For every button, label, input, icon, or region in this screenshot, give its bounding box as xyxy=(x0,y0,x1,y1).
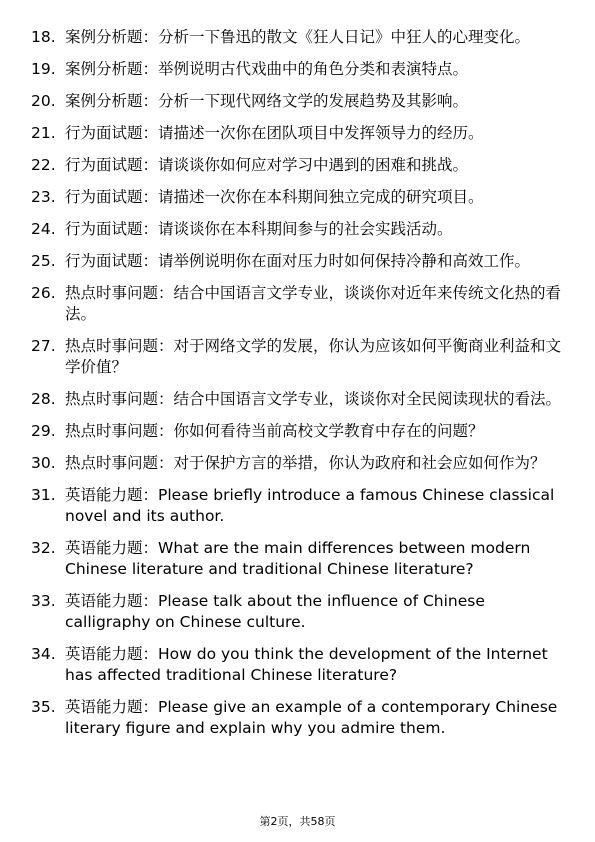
question-item xyxy=(31,421,561,442)
question-item xyxy=(31,283,561,325)
question-item xyxy=(31,187,561,208)
question-list xyxy=(31,27,561,750)
question-text: 案例分析题：举例说明古代戏曲中的角色分类和表演特点。 xyxy=(65,60,469,78)
question-text: 热点时事问题：对于网络文学的发展，你认为应该如何平衡商业利益和文学价值？ xyxy=(65,337,562,376)
question-text: 英语能力题：Please briefly introduce a famous Chinese classical novel and its author. xyxy=(65,486,555,525)
question-item xyxy=(31,485,561,527)
question-text: 案例分析题：分析一下鲁迅的散文《狂人日记》中狂人的心理变化。 xyxy=(65,28,531,46)
question-item xyxy=(31,251,561,272)
question-text: 热点时事问题：你如何看待当前高校文学教育中存在的问题？ xyxy=(65,422,484,440)
question-item xyxy=(31,219,561,240)
question-number: 25. xyxy=(31,252,56,270)
question-number: 27. xyxy=(31,337,56,355)
question-text: 行为面试题：请谈谈你如何应对学习中遇到的困难和挑战。 xyxy=(65,156,469,174)
question-number: 32. xyxy=(31,539,56,557)
question-number: 26. xyxy=(31,284,56,302)
question-item xyxy=(31,389,561,410)
question-number: 34. xyxy=(31,645,56,663)
question-item xyxy=(31,538,561,580)
question-item xyxy=(31,336,561,378)
question-item xyxy=(31,59,561,80)
question-text: 英语能力题：How do you think the development of the Internet has affected traditional Chinese literature? xyxy=(65,645,548,684)
question-text: 案例分析题：分析一下现代网络文学的发展趋势及其影响。 xyxy=(65,92,469,110)
question-number: 30. xyxy=(31,454,56,472)
question-item xyxy=(31,591,561,633)
question-text: 热点时事问题：结合中国语言文学专业，谈谈你对近年来传统文化热的看法。 xyxy=(65,284,562,323)
question-text: 英语能力题：Please give an example of a contemporary Chinese literary figure and explain why you admire them. xyxy=(65,698,558,737)
question-number: 23. xyxy=(31,188,56,206)
question-item xyxy=(31,27,561,48)
question-item xyxy=(31,697,561,739)
question-text: 行为面试题：请描述一次你在本科期间独立完成的研究项目。 xyxy=(65,188,484,206)
question-number: 35. xyxy=(31,698,56,716)
question-number: 28. xyxy=(31,390,56,408)
question-text: 热点时事问题：结合中国语言文学专业，谈谈你对全民阅读现状的看法。 xyxy=(65,390,562,408)
question-text: 英语能力题：What are the main differences between modern Chinese literature and traditional Chinese literature? xyxy=(65,539,531,578)
question-number: 24. xyxy=(31,220,56,238)
page-number-footer: 第2页，共58页 xyxy=(259,815,336,828)
question-text: 行为面试题：请举例说明你在面对压力时如何保持冷静和高效工作。 xyxy=(65,252,531,270)
question-item xyxy=(31,91,561,112)
question-text: 英语能力题：Please talk about the influence of Chinese calligraphy on Chinese culture. xyxy=(65,592,485,631)
question-item xyxy=(31,644,561,686)
question-number: 29. xyxy=(31,422,56,440)
question-number: 22. xyxy=(31,156,56,174)
question-text: 热点时事问题：对于保护方言的举措，你认为政府和社会应如何作为？ xyxy=(65,454,546,472)
question-number: 20. xyxy=(31,92,56,110)
question-text: 行为面试题：请谈谈你在本科期间参与的社会实践活动。 xyxy=(65,220,453,238)
question-item xyxy=(31,453,561,474)
question-number: 33. xyxy=(31,592,56,610)
question-number: 21. xyxy=(31,124,56,142)
question-item xyxy=(31,123,561,144)
question-text: 行为面试题：请描述一次你在团队项目中发挥领导力的经历。 xyxy=(65,124,484,142)
question-number: 18. xyxy=(31,28,56,46)
question-number: 19. xyxy=(31,60,56,78)
question-item xyxy=(31,155,561,176)
question-number: 31. xyxy=(31,486,56,504)
